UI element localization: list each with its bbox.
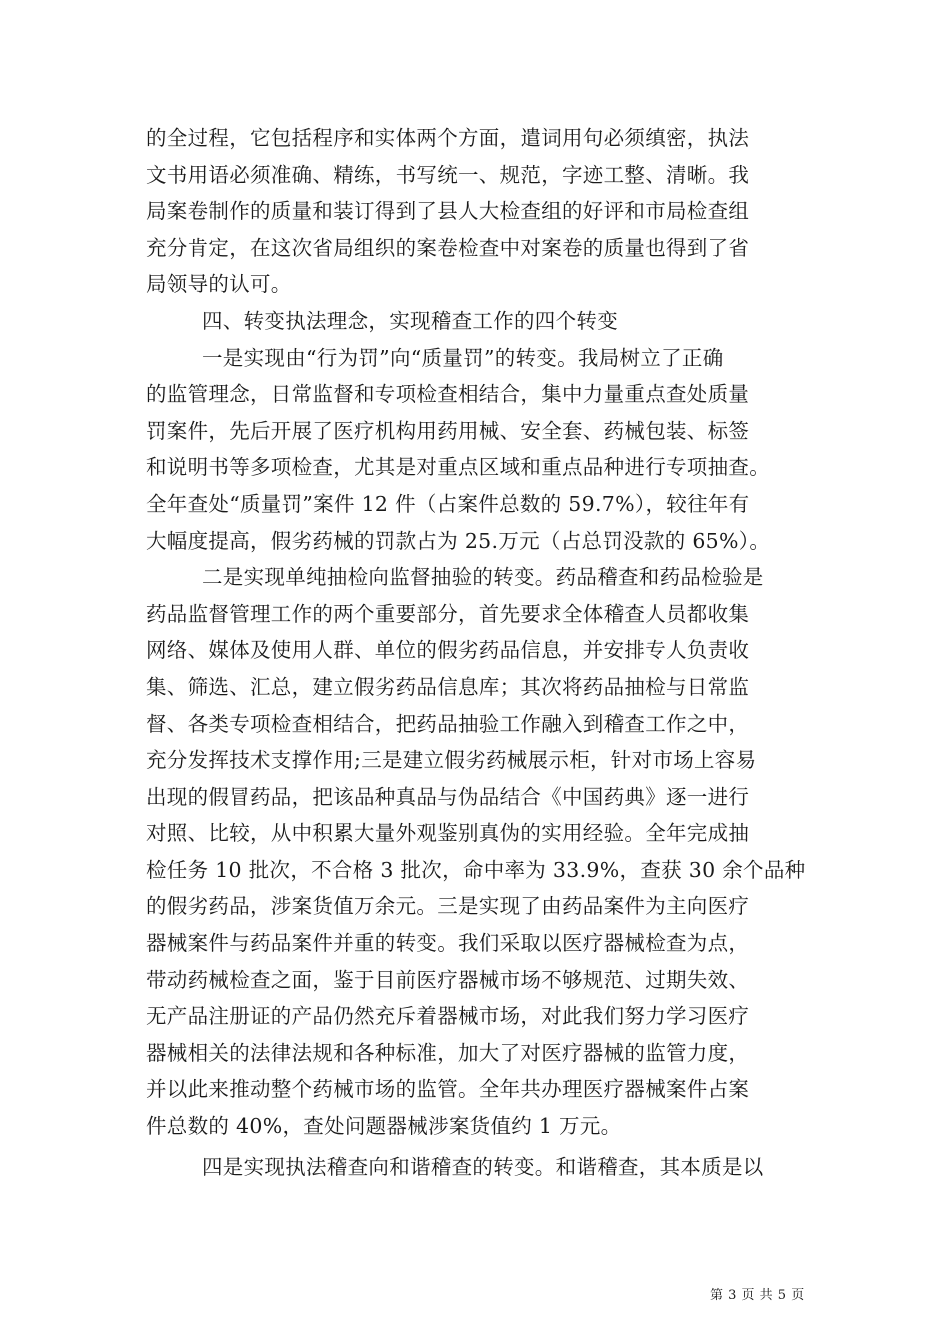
page-number: 第 3 页 共 5 页 [710, 1288, 805, 1303]
text-line: 药品监督管理工作的两个重要部分，首先要求全体稽查人员都收集 [146, 601, 750, 626]
text-line: 和说明书等多项检查，尤其是对重点区域和重点品种进行专项抽查。 [146, 455, 770, 480]
text-line: 带动药械检查之面，鉴于目前医疗器械市场不够规范、过期失效、 [146, 967, 750, 992]
text-line: 大幅度提高，假劣药械的罚款占为 25.万元（占总罚没款的 65%）。 [146, 528, 771, 553]
text-line: 全年查处“质量罚”案件 12 件（占案件总数的 59.7%），较往年有 [146, 491, 750, 516]
text-line: 的假劣药品，涉案货值万余元。三是实现了由药品案件为主向医疗 [146, 894, 750, 919]
text-line: 文书用语必须准确、精练，书写统一、规范，字迹工整、清晰。我 [146, 162, 750, 187]
text-line: 出现的假冒药品，把该品种真品与伪品结合《中国药典》逐一进行 [146, 784, 750, 809]
text-line: 二是实现单纯抽检向监督抽验的转变。药品稽查和药品检验是 [202, 565, 764, 590]
text-line: 并以此来推动整个药械市场的监管。全年共办理医疗器械案件占案 [146, 1077, 750, 1102]
text-line: 局领导的认可。 [146, 272, 292, 297]
text-line: 充分肯定，在这次省局组织的案卷检查中对案卷的质量也得到了省 [146, 235, 750, 260]
text-line: 充分发挥技术支撑作用;三是建立假劣药械展示柜，针对市场上容易 [146, 748, 757, 773]
text-line: 罚案件，先后开展了医疗机构用药用械、安全套、药械包装、标签 [146, 418, 750, 443]
text-line: 四是实现执法稽查向和谐稽查的转变。和谐稽查，其本质是以 [202, 1154, 764, 1179]
text-line: 无产品注册证的产品仍然充斥着器械市场，对此我们努力学习医疗 [146, 1004, 750, 1029]
text-line: 的全过程，它包括程序和实体两个方面，遣词用句必须缜密，执法 [146, 126, 750, 150]
section-heading: 四、转变执法理念，实现稽查工作的四个转变 [202, 308, 618, 333]
text-line: 集、筛选、汇总，建立假劣药品信息库；其次将药品抽检与日常监 [146, 674, 750, 699]
text-line: 检任务 10 批次，不合格 3 批次，命中率为 33.9%，查获 30 余个品种 [146, 857, 806, 882]
text-line: 器械案件与药品案件并重的转变。我们采取以医疗器械检查为点， [146, 931, 750, 956]
text-line: 一是实现由“行为罚”向“质量罚”的转变。我局树立了正确 [202, 345, 724, 370]
text-line: 局案卷制作的质量和装订得到了县人大检查组的好评和市局检查组 [146, 199, 750, 224]
text-line: 器械相关的法律法规和各种标准，加大了对医疗器械的监管力度， [146, 1040, 750, 1065]
document-body [146, 120, 810, 1185]
text-line: 件总数的 40%，查处问题器械涉案货值约 1 万元。 [146, 1114, 622, 1139]
text-line: 的监管理念，日常监督和专项检查相结合，集中力量重点查处质量 [146, 382, 750, 407]
text-line: 对照、比较，从中积累大量外观鉴别真伪的实用经验。全年完成抽 [146, 821, 750, 846]
text-line: 网络、媒体及使用人群、单位的假劣药品信息，并安排专人负责收 [146, 638, 750, 663]
text-line: 督、各类专项检查相结合，把药品抽验工作融入到稽查工作之中， [146, 711, 750, 736]
